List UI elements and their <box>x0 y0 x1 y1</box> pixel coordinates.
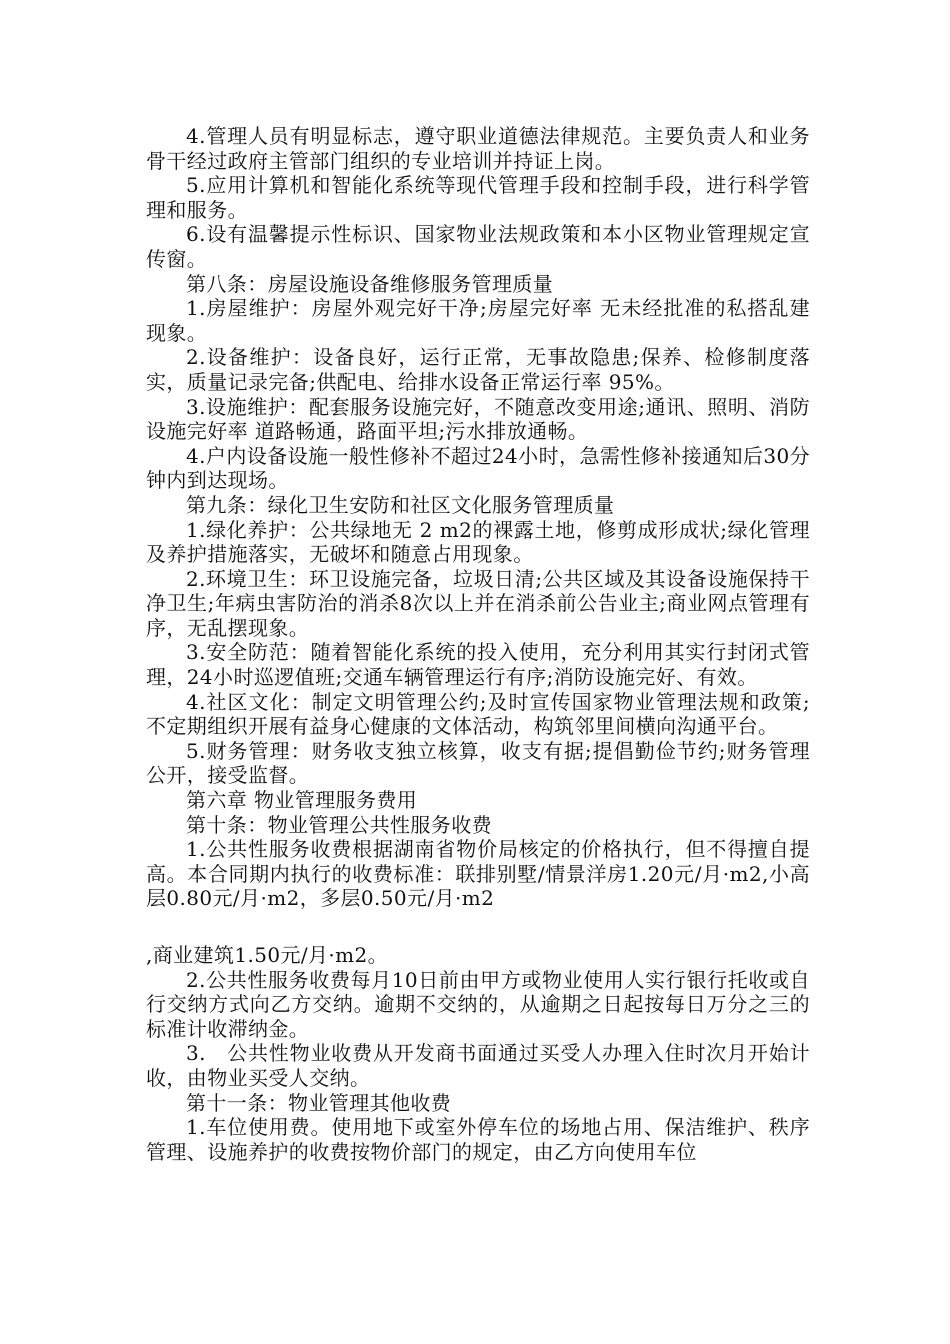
paragraph-continuation: ,商业建筑1.50元/月·m2。 <box>146 943 389 967</box>
paragraph: 3.安全防范：随着智能化系统的投入使用，充分利用其实行封闭式管理，24小时巡逻值班;交通车辆管理运行有序;消防设施完好、有效。 <box>146 640 810 690</box>
document-body <box>146 124 810 1164</box>
paragraph: 4.社区文化：制定文明管理公约;及时宣传国家物业管理法规和政策;不定期组织开展有益身心健康的文体活动，构筑邻里间横向沟通平台。 <box>146 689 810 739</box>
paragraph: 1.车位使用费。使用地下或室外停车位的场地占用、保洁维护、秩序管理、设施养护的收费按物价部门的规定，由乙方向使用车位 <box>146 1115 810 1164</box>
paragraph: 4.户内设备设施一般性修补不超过24小时，急需性修补接通知后30分钟内到达现场。 <box>146 443 810 493</box>
chapter-heading: 第六章 物业管理服务费用 <box>186 788 418 813</box>
section-heading: 第八条：房屋设施设备维修服务管理质量 <box>186 271 554 296</box>
paragraph: 1.绿化养护：公共绿地无 2 m2的裸露土地，修剪成形成状;绿化管理及养护措施落实，无破坏和随意占用现象。 <box>146 517 810 567</box>
paragraph: 5.财务管理：财务收支独立核算，收支有据;提倡勤俭节约;财务管理公开，接受监督。 <box>146 738 810 788</box>
paragraph: 3. 公共性物业收费从开发商书面通过买受人办理入住时次月开始计收，由物业买受人交纳。 <box>146 1041 810 1090</box>
paragraph: 2.环境卫生：环卫设施完备，垃圾日清;公共区域及其设备设施保持干净卫生;年病虫害防治的消杀8次以上并在消杀前公告业主;商业网点管理有序，无乱摆现象。 <box>146 566 810 640</box>
section-heading: 第十条：物业管理公共性服务收费 <box>186 812 492 837</box>
paragraph: 2.公共性服务收费每月10日前由甲方或物业使用人实行银行托收或自行交纳方式向乙方交纳。逾期不交纳的，从逾期之日起按每日万分之三的标准计收滞纳金。 <box>146 967 810 1041</box>
section-heading: 第九条：绿化卫生安防和社区文化服务管理质量 <box>186 492 615 517</box>
paragraph: 1.公共性服务收费根据湖南省物价局核定的价格执行，但不得擅自提高。本合同期内执行的收费标准：联排别墅/情景洋房1.20元/月·m2,小高层0.80元/月·m2，多层0.50元/月·m2 <box>146 837 810 911</box>
paragraph: 5.应用计算机和智能化系统等现代管理手段和控制手段，进行科学管理和服务。 <box>146 173 810 222</box>
paragraph: 6.设有温馨提示性标识、国家物业法规政策和本小区物业管理规定宣传窗。 <box>146 222 810 271</box>
paragraph: 4.管理人员有明显标志，遵守职业道德法律规范。主要负责人和业务骨干经过政府主管部门组织的专业培训并持证上岗。 <box>146 124 810 173</box>
paragraph: 2.设备维护：设备良好，运行正常，无事故隐患;保养、检修制度落实，质量记录完备;供配电、给排水设备正常运行率 95%。 <box>146 345 810 394</box>
section-heading: 第十一条：物业管理其他收费 <box>186 1090 452 1115</box>
paragraph: 1.房屋维护：房屋外观完好干净;房屋完好率 无未经批准的私搭乱建现象。 <box>146 296 810 345</box>
paragraph: 3.设施维护：配套服务设施完好，不随意改变用途;通讯、照明、消防设施完好率 道路畅通，路面平坦;污水排放通畅。 <box>146 394 810 444</box>
